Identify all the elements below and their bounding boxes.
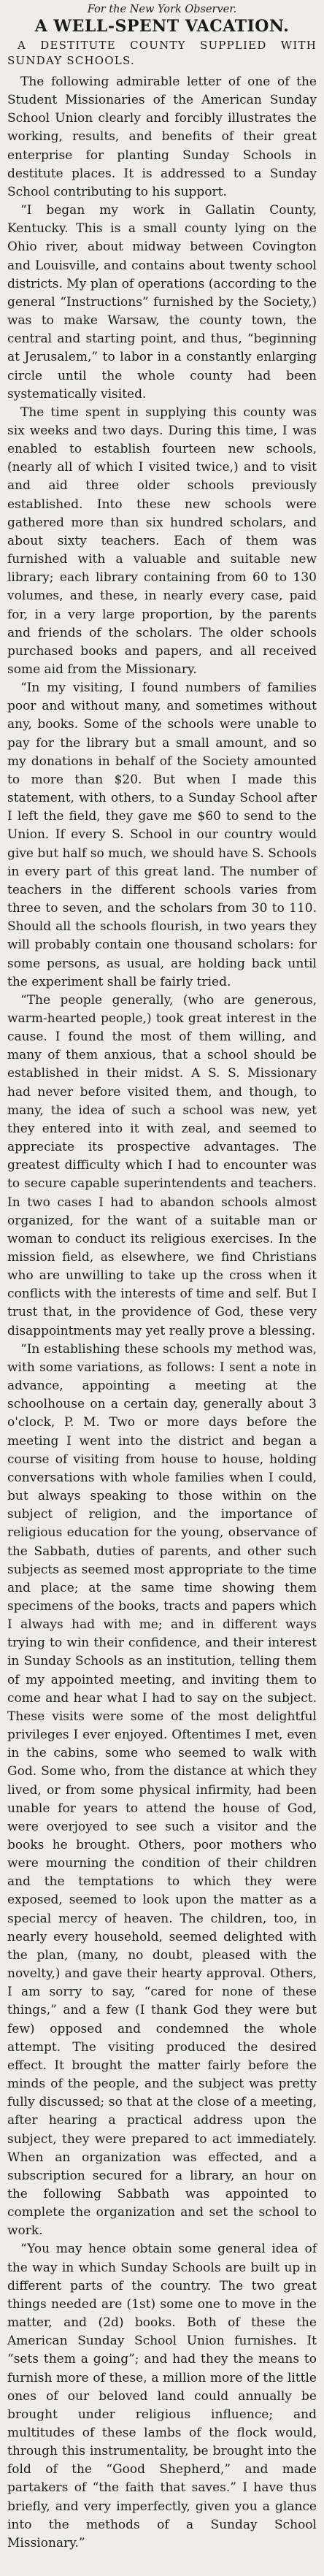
paragraph-intro: The following admirable letter of one of the Student Missionaries of the American Sunday School Union clearly and forcibly illustrates the working, results, and benefits of their great enterprise for planting Sunday Schools in destitute places. It is addressed to a Sunday School contributing to his support. bbox=[7, 74, 317, 199]
paragraph-gallatin: “I began my work in Gallatin County, Kentucky. This is a small county lying on the Ohio river, about midway between Covington and Louisville, and contains about twenty school districts. My plan of operations (according to the general “Instructions” furnished by the Society,) was to make Warsaw, the county town, the central and starting point, and thus, “beginning at Jerusalem,” to labor in a constantly enlarging circle until the whole county had been systematically visited. bbox=[7, 203, 317, 402]
article bbox=[7, 3, 317, 2553]
source-line: For the New York Observer. bbox=[87, 4, 237, 15]
paragraph-method: “In establishing these schools my method was, with some variations, as follows: I sent a note in advance, appointing a meeting at the schoolhouse on a certain day, generally about 3 o'clock, P. M. Two or more days before the meeting I went into the district and began a course of visiting from house to house, holding conversations with whole families when I could, but always speaking to those within on the subject of religion, and the importance of religious education for the young, observance of the Sabbath, duties of parents, and other such subjects as seemed most appropriate to the time and place; at the same time showing them specimens of the books, tracts and papers which I always had with me; and in different ways trying to win their confidence, and their interest in Sunday Schools as an institution, telling them of my appointed meeting, and inviting them to come and hear what I had to say on the subject. These visits were some of the most delightful privileges I ever enjoyed. Oftentimes I met, even in the cabins, some who seemed to walk with God. Some who, from the distance at which they lived, or from some physical infirmity, had been unable for years to attend the house of God, were overjoyed to see such a visitor and the books he brought. Others, poor mothers who were mourning the condition of their children and the temptations to which they were exposed, seemed to look upon the matter as a special mercy of heaven. The children, too, in nearly every household, seemed delighted with the plan, (many, no doubt, pleased with the novelty,) and gave their hearty approval. Others, I am sorry to say, “cared for none of these things,” and a few (I thank God they were but few) opposed and condemned the whole attempt. The visiting produced the desired effect. It brought the matter fairly before the minds of the people, and the subject was pretty fully discussed; so that at the close of a meeting, after hearing a practical address upon the subject, they were prepared to act immediately. When an organization was effected, and a subscription secured for a library, an hour on the following Sabbath was appointed to complete the organization and set the school to work. bbox=[7, 1341, 317, 2239]
paragraph-visiting: “In my visiting, I found numbers of families poor and without many, and sometimes without any, books. Some of the schools were unable to pay for the library but a small amount, and so my donations in behalf of the Society amounted to more than $20. But when I made this statement, with others, to a Sunday School after I left the field, they gave me $60 to send to the Union. If every S. School in our country would give but half so much, we should have S. Schools in every part of this great land. The number of teachers in the different schools varies from three to seven, and the scholars from 30 to 110. Should all the schools flourish, in two years they will probably contain one thousand scholars: for some persons, as usual, are holding back until the experiment shall be fairly tried. bbox=[7, 681, 317, 989]
paragraph-people: “The people generally, (who are generous, warm-hearted people,) took great interest in the cause. I found the most of them willing, and many of them anxious, that a school should be established in their midst. A S. S. Missionary had never before visited them, and though, to many, the idea of such a school was new, yet they entered into it with zeal, and seemed to appreciate its prospective advantages. The greatest difficulty which I had to encounter was to secure capable superintendents and teachers. In two cases I had to abandon schools almost organized, for the want of a suitable man or woman to conduct its religious exercises. In the mission field, as elsewhere, we find Christians who are unwilling to take up the cross when it conflicts with the interests of time and self. But I trust that, in the providence of God, these very disappointments may yet really prove a blessing. bbox=[7, 992, 317, 1338]
headline: A WELL-SPENT VACATION. bbox=[34, 17, 290, 36]
subhead: A DESTITUTE COUNTY SUPPLIED WITH SUNDAY SCHOOLS. bbox=[7, 39, 317, 67]
paragraph-conclusion: “You may hence obtain some general idea of the way in which Sunday Schools are built up in different parts of the country. The two great things needed are (1st) some one to move in the matter, and (2d) books. Both of these the American Sunday School Union furnishes. It “sets them a going”; and had they the means to furnish more of these, a million more of the little ones of our beloved land could annually be brought under religious influence; and multitudes of these lambs of the flock would, through this instrumentality, be brought into the fold of the “Good Shepherd,” and made partakers of “the faith that saves.” I have thus briefly, and very imperfectly, given you a glance into the methods of a Sunday School Missionary.” bbox=[7, 2242, 317, 2550]
paragraph-results: The time spent in supplying this county was six weeks and two days. During this time, I was enabled to establish fourteen new schools, (nearly all of which I visited twice,) and to visit and aid three older schools previously established. Into these new schools were gathered more than six hundred scholars, and about sixty teachers. Each of them was furnished with a valuable and suitable new library; each library containing from 60 to 130 volumes, and these, in nearly every case, paid for, in a very large proportion, by the parents and friends of the scholars. The older schools purchased books and papers, and all received some aid from the Missionary. bbox=[7, 405, 317, 677]
